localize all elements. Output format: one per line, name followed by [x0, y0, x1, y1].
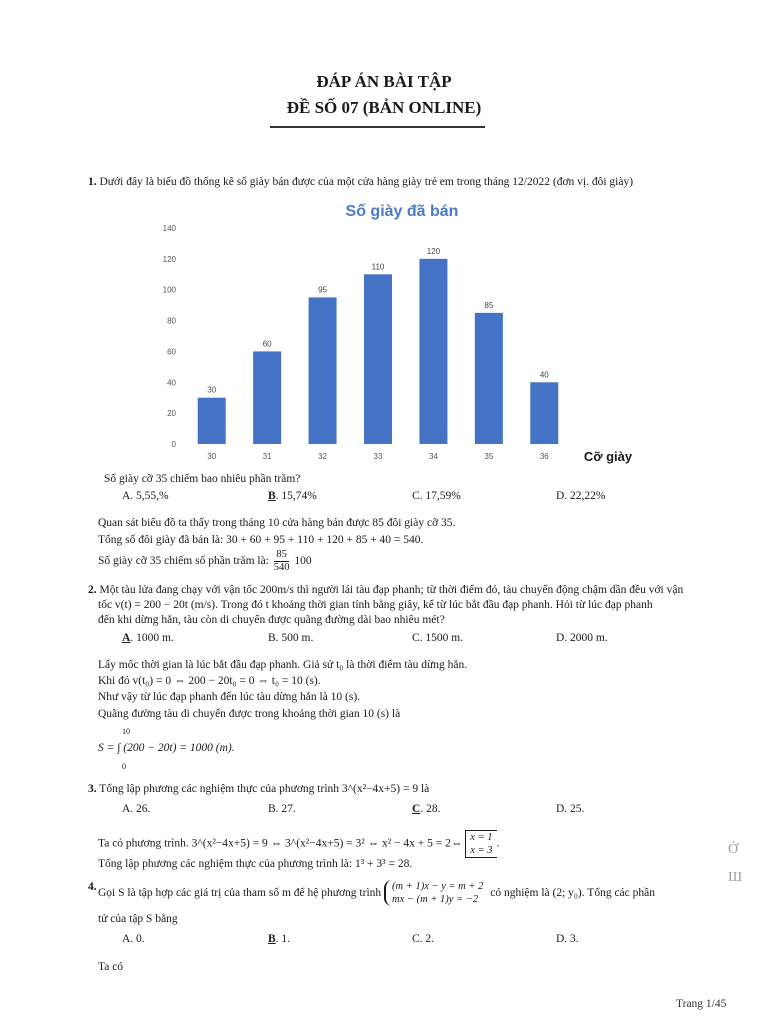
- x-tick-label: 33: [373, 452, 383, 461]
- bar: [475, 313, 503, 444]
- x-tick-label: 32: [318, 452, 328, 461]
- q1-option-b: [268, 490, 317, 502]
- q3-option-c: [412, 803, 440, 815]
- q1-question: Số giày cỡ 35 chiếm bao nhiêu phần trăm?: [104, 473, 301, 485]
- x-tick-label: 36: [539, 452, 549, 461]
- q1-text: Dưới đây là biểu đồ thống kê số giày bán được của một cửa hàng giày trẻ em trong tháng 12/2022 (đơn vị. đôi giày): [99, 176, 634, 188]
- q3-case2: x = 3: [470, 845, 493, 856]
- integral-expression: S = ∫ (200 − 20t) = 1000 (m).: [98, 742, 235, 754]
- integral-upper-limit: 10: [122, 727, 130, 736]
- bar: [419, 259, 447, 444]
- q3-text: Tổng lập phương các nghiệm thực của phương trình 3^(x²−4x+5) = 9 là: [99, 783, 430, 795]
- x-axis-label: Cỡ giày: [583, 449, 633, 464]
- q1-option-c: C. 17,59%: [412, 490, 461, 502]
- q4-option-b-letter: B: [268, 933, 276, 945]
- q4-number: [88, 880, 97, 894]
- q3-line1: [88, 782, 429, 796]
- y-tick-label: 40: [167, 378, 176, 388]
- q3-case1: x = 1: [470, 832, 493, 843]
- y-tick-label: 120: [162, 254, 176, 264]
- bar-value-label: 40: [539, 370, 549, 380]
- q4-text-post: có nghiệm là (2; y₀). Tổng các phần: [490, 887, 655, 899]
- page-number: Trang 1/45: [676, 998, 727, 1010]
- q3-option-c-text: . 28.: [420, 803, 441, 815]
- q4-eq2: mx − (m + 1)y = −2: [392, 894, 479, 905]
- q4-solution-line1: Ta có: [98, 961, 124, 973]
- q4-option-b-text: . 1.: [275, 933, 291, 945]
- y-axis-ticks: [163, 224, 177, 449]
- chart-title: Số giày đã bán: [345, 203, 459, 220]
- y-tick-label: 80: [167, 316, 176, 326]
- integral-lower-limit: 0: [122, 762, 126, 771]
- q1-option-a: A. 5,55,%: [122, 490, 169, 502]
- bar: [309, 297, 337, 444]
- q4-line1: [98, 880, 655, 906]
- q1-solution-line3: [98, 549, 312, 574]
- document-title-line1: ĐÁP ÁN BÀI TẬP: [316, 72, 452, 91]
- bar: [253, 351, 281, 444]
- q2-solution-line3: Như vậy từ lúc đạp phanh đến lúc tàu dừng hẳn là 10 (s).: [98, 691, 361, 703]
- q1-number: 1.: [88, 176, 97, 188]
- q4-number-label: 4.: [88, 881, 97, 893]
- x-tick-label: 30: [207, 452, 217, 461]
- q1-fraction-num: 85: [276, 549, 287, 560]
- q1-fraction: [274, 549, 290, 574]
- q3-option-b: B. 27.: [268, 803, 296, 815]
- q3-solution-line1: Ta có phương trình. 3^(x²−4x+5) = 9 ⇔ 3^(x²−4x+5) = 3² ⇔ x² − 4x + 5 = 2⇔ x = 1 x = 3 .: [98, 832, 500, 856]
- q2-option-c: C. 1500 m.: [412, 632, 464, 644]
- y-tick-label: 0: [171, 440, 176, 449]
- q1-sol3-post: 100: [294, 555, 312, 568]
- q1-sol3-pre: Số giày cỡ 35 chiếm số phần trăm là:: [98, 555, 269, 568]
- q2-number: 2.: [88, 584, 97, 596]
- q1-option-b-letter: B: [268, 490, 276, 502]
- q3-option-d: D. 25.: [556, 803, 585, 815]
- q4-line2: tử của tập S bằng: [98, 913, 178, 925]
- y-tick-label: 140: [162, 224, 176, 233]
- q3-sol1-text: Ta có phương trình. 3^(x²−4x+5) = 9 ⇔ 3^(x²−4x+5) = 3² ⇔ x² − 4x + 5 = 2⇔: [98, 837, 463, 850]
- q2-solution-line4: Quãng đường tàu di chuyển được trong khoảng thời gian 10 (s) là: [98, 708, 401, 720]
- q2-option-a: [122, 632, 174, 644]
- q2-solution-line1: Lấy mốc thời gian là lúc bắt đầu đạp phanh. Giả sử t₀ là thời điểm tàu dừng hẳn.: [98, 659, 468, 671]
- q2-option-a-letter: A: [122, 632, 131, 644]
- bar-chart: [140, 195, 640, 467]
- document-title-line2: ĐỀ SỐ 07 (BẢN ONLINE): [286, 98, 482, 117]
- bar-value-label: 85: [484, 300, 494, 310]
- q1-solution-line1: Quan sát biểu đồ ta thấy trong tháng 10 cửa hàng bán được 85 đôi giày cỡ 35.: [98, 517, 456, 529]
- q3-number: 3.: [88, 783, 97, 795]
- side-mark-1: Ở: [728, 842, 739, 857]
- q3-option-a: A. 26.: [122, 803, 151, 815]
- q3-cases: [465, 830, 496, 858]
- bar-value-label: 120: [426, 246, 441, 256]
- bar-value-label: 95: [318, 285, 328, 295]
- side-mark-2: Ш: [728, 870, 743, 885]
- bar: [530, 382, 558, 444]
- q2-option-a-text: . 1000 m.: [130, 632, 174, 644]
- q1-intro: [88, 175, 633, 189]
- q4-option-a: A. 0.: [122, 933, 145, 945]
- q4-eq1: (m + 1)x − y = m + 2: [392, 881, 484, 892]
- x-tick-label: 35: [484, 452, 494, 461]
- q4-option-b: [268, 933, 290, 945]
- q2-option-b: B. 500 m.: [268, 632, 314, 644]
- q2-text-line2: tốc v(t) = 200 − 20t (m/s). Trong đó t khoảng thời gian tính bằng giây, kể từ lúc bắt đầu đạp phanh. Hỏi từ lúc đạp phanh: [98, 599, 653, 611]
- bar-value-label: 30: [207, 385, 217, 395]
- x-tick-label: 34: [428, 452, 438, 461]
- q4-text-pre: Gọi S là tập hợp các giá trị của tham số m để hệ phương trình: [98, 887, 382, 899]
- bars-group: [198, 247, 559, 444]
- x-tick-label: 31: [262, 452, 272, 461]
- q3-solution-line2: Tổng lập phương các nghiệm thực của phương trình là: 1³ + 3³ = 28.: [98, 858, 413, 870]
- q1-option-b-text: . 15,74%: [275, 490, 317, 502]
- y-tick-label: 100: [162, 285, 176, 295]
- bar: [364, 274, 392, 444]
- q2-line1: [88, 583, 683, 597]
- q2-option-d: D. 2000 m.: [556, 632, 608, 644]
- title-underline: [270, 126, 485, 128]
- bar-value-label: 110: [371, 262, 385, 272]
- bar: [198, 398, 226, 444]
- q2-text-line3: đến khi dừng hẳn, tàu còn di chuyển được quãng đường dài bao nhiêu mét?: [98, 614, 445, 626]
- q4-system: [384, 880, 487, 906]
- x-axis-ticks: [207, 452, 549, 461]
- q1-solution-line2: Tổng số đôi giày đã bán là: 30 + 60 + 95 + 110 + 120 + 85 + 40 = 540.: [98, 534, 424, 546]
- q1-option-d: D. 22,22%: [556, 490, 606, 502]
- q4-option-c: C. 2.: [412, 933, 435, 945]
- y-tick-label: 60: [167, 347, 176, 357]
- q4-option-d: D. 3.: [556, 933, 579, 945]
- q2-solution-line2: Khi đó v(t₀) = 0 ⇔ 200 − 20t₀ = 0 ⇔ t₀ = 10 (s).: [98, 675, 321, 687]
- q1-fraction-den: 540: [273, 562, 290, 573]
- bar-value-label: 60: [262, 339, 272, 349]
- q2-text-line1: Một tàu lửa đang chạy với vận tốc 200m/s thì người lái tàu đạp phanh; từ thời điểm đó, tàu chuyển động chậm dần đều với vận: [99, 584, 684, 596]
- y-tick-label: 20: [167, 409, 176, 419]
- q3-option-c-letter: C: [412, 803, 421, 815]
